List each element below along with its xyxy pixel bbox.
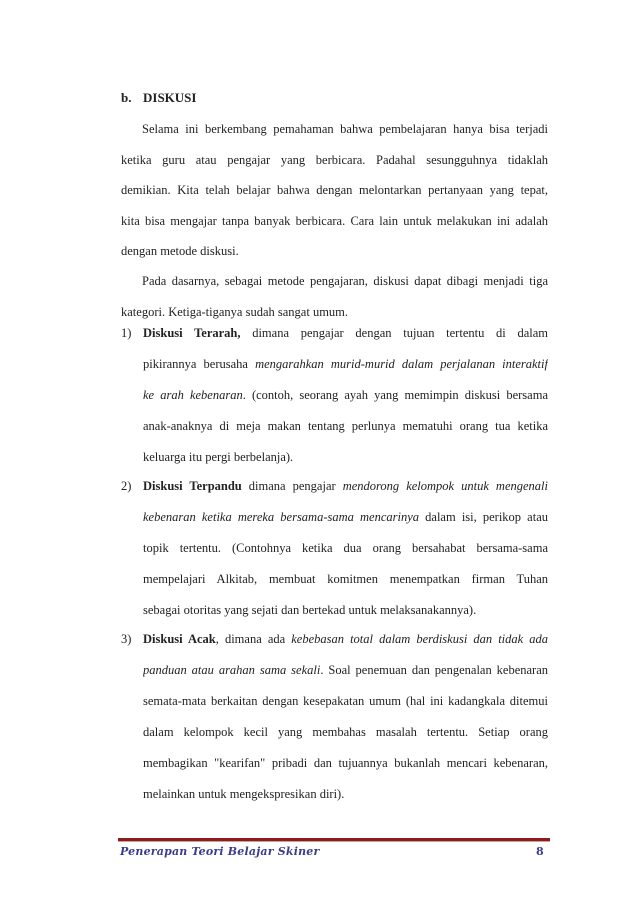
list-number: 3)	[121, 632, 132, 646]
text-line: dalam kelompok kecil yang membahas masalah tertentu. Setiap orang	[143, 725, 548, 739]
page-number: 8	[536, 845, 544, 858]
text-line: Selama ini berkembang pemahaman bahwa pembelajaran hanya bisa terjadi	[142, 122, 548, 136]
text-line: kita bisa mengajar tanpa banyak berbicara. Cara lain untuk melakukan ini adalah	[121, 213, 548, 228]
text-line: kategori. Ketiga-tiganya sudah sangat umum.	[121, 304, 349, 319]
item-term: Diskusi Terarah,	[143, 326, 241, 340]
text-line: ketika guru atau pengajar yang berbicara. Padahal sesungguhnya tidaklah	[121, 152, 548, 167]
text-line: Diskusi Acak, dimana ada kebebasan total dalam berdiskusi dan tidak ada	[143, 632, 548, 646]
footer-rule	[118, 838, 550, 842]
text-line: topik tertentu. (Contohnya ketika dua orang bersahabat bersama-sama	[143, 541, 548, 555]
list-item-2	[121, 471, 548, 626]
text-line: sebagai otoritas yang sejati dan bertekad untuk melaksanakannya).	[143, 603, 477, 617]
list-number: 1)	[121, 326, 132, 340]
text-line: ke arah kebenaran. (contoh, seorang ayah yang memimpin diskusi bersama	[143, 388, 548, 402]
section-title: DISKUSI	[143, 90, 197, 105]
text-line: mempelajari Alkitab, membuat komitmen menempatkan firman Tuhan	[143, 572, 548, 586]
item-term: Diskusi Acak	[143, 632, 216, 646]
text-line: melainkan untuk mengekspresikan diri).	[143, 787, 345, 801]
section-number: b.	[121, 90, 132, 105]
footer-title: Penerapan Teori Belajar Skiner	[120, 845, 320, 858]
text-line: panduan atau arahan sama sekali. Soal penemuan dan pengenalan kebenaran	[143, 663, 548, 677]
intro-paragraph-1	[121, 114, 548, 267]
text-line: Pada dasarnya, sebagai metode pengajaran, diskusi dapat dibagi menjadi tiga	[142, 274, 548, 288]
list-item-3	[121, 624, 548, 810]
text-line: membagikan "kearifan" pribadi dan tujuannya bukanlah mencari kebenaran,	[143, 756, 548, 770]
section-heading	[121, 90, 196, 106]
item-term: Diskusi Terpandu	[143, 479, 242, 493]
text-line: Diskusi Terpandu dimana pengajar mendorong kelompok untuk mengenali	[143, 479, 548, 493]
text-line: demikian. Kita telah belajar bahwa dengan melontarkan pertanyaan yang tepat,	[121, 183, 548, 197]
text-line: semata-mata berkaitan dengan kesepakatan umum (hal ini kadangkala ditemui	[143, 694, 548, 708]
text-line: keluarga itu pergi berbelanja).	[143, 450, 294, 464]
text-line: Diskusi Terarah, dimana pengajar dengan tujuan tertentu di dalam	[143, 326, 548, 340]
list-item-1	[121, 318, 548, 473]
text-line: kebenaran ketika mereka bersama-sama mencarinya dalam isi, perikop atau	[143, 510, 548, 524]
text-line: dengan metode diskusi.	[121, 244, 239, 258]
text-line: pikirannya berusaha mengarahkan murid-murid dalam perjalanan interaktif	[143, 357, 548, 371]
text-line: anak-anaknya di meja makan tentang perlunya mematuhi orang tua ketika	[143, 419, 548, 433]
list-number: 2)	[121, 479, 132, 493]
